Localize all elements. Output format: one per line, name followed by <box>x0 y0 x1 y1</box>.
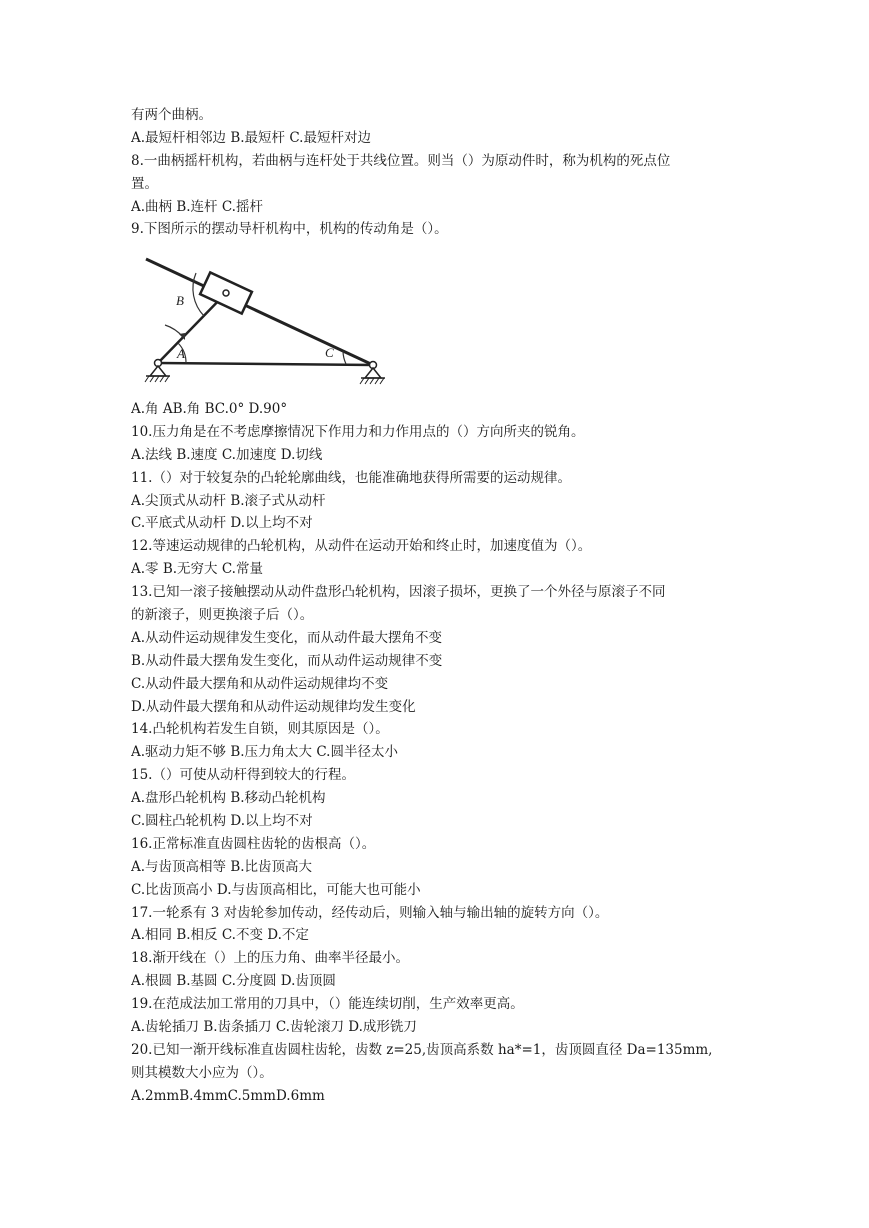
text-block-top <box>131 104 751 241</box>
text-line: A.尖顶式从动杆 B.滚子式从动杆 <box>131 492 326 509</box>
text-line: A.相同 B.相反 C.不变 D.不定 <box>131 927 309 944</box>
text-line: 8.一曲柄摇杆机构，若曲柄与连杆处于共线位置。则当（）为原动件时，称为机构的死点位 <box>131 152 671 169</box>
text-line: C.从动件最大摆角和从动件运动规律均不变 <box>131 675 389 692</box>
text-line: 有两个曲柄。 <box>131 107 212 123</box>
text-line: A.从动件运动规律发生变化，而从动件最大摆角不变 <box>131 629 443 646</box>
text-line: 20.已知一渐开线标准直齿圆柱齿轮，齿数 z=25,齿顶高系数 ha*=1，齿顶圆直径 Da=135mm, <box>131 1041 713 1058</box>
text-line: 则其模数大小应为（）。 <box>131 1064 273 1081</box>
text-line: A.零 B.无穷大 C.常量 <box>131 561 263 578</box>
text-line: 14.凸轮机构若发生自锁，则其原因是（）。 <box>131 721 389 738</box>
text-line: 15.（）可使从动杆得到较大的行程。 <box>131 767 355 784</box>
text-line: A.驱动力矩不够 B.压力角太大 C.圆半径太小 <box>131 744 398 761</box>
text-line: 置。 <box>131 175 158 192</box>
text-line: B.从动件最大摆角发生变化，而从动件运动规律不变 <box>131 652 443 669</box>
text-line: D.从动件最大摆角和从动件运动规律均发生变化 <box>131 698 416 715</box>
text-line: 17.一轮系有 3 对齿轮参加传动，经传动后，则输入轴与输出轴的旋转方向（）。 <box>131 904 609 921</box>
text-line: A.角 AB.角 BC.0° D.90° <box>131 401 288 417</box>
label-b: B <box>176 293 184 308</box>
text-line: C.平底式从动杆 D.以上均不对 <box>131 515 313 532</box>
text-line: A.2mmB.4mmC.5mmD.6mm <box>131 1087 325 1104</box>
text-line: A.盘形凸轮机构 B.移动凸轮机构 <box>131 790 326 807</box>
label-c: C <box>325 345 334 360</box>
text-line: 9.下图所示的摆动导杆机构中，机构的传动角是（）。 <box>131 221 448 238</box>
text-line: 19.在范成法加工常用的刀具中，（）能连续切削，生产效率更高。 <box>131 996 524 1013</box>
text-line: A.法线 B.速度 C.加速度 D.切线 <box>131 446 323 463</box>
text-line: A.曲柄 B.连杆 C.摇杆 <box>131 198 263 215</box>
text-line: 的新滚子，则更换滚子后（）。 <box>131 607 314 624</box>
text-block-bottom <box>131 398 751 1108</box>
slider-pivot <box>223 290 229 296</box>
text-line: 12.等速运动规律的凸轮机构，从动件在运动开始和终止时，加速度值为（）。 <box>131 538 592 555</box>
text-line: 11.（）对于较复杂的凸轮轮廓曲线，也能准确地获得所需要的运动规律。 <box>131 469 571 486</box>
text-line: C.比齿顶高小 D.与齿顶高相比，可能大也可能小 <box>131 881 421 898</box>
text-line: A.齿轮插刀 B.齿条插刀 C.齿轮滚刀 D.成形铣刀 <box>131 1019 417 1036</box>
label-a: A <box>177 346 185 361</box>
guide-bar-mechanism-figure <box>141 255 391 390</box>
text-line: C.圆柱凸轮机构 D.以上均不对 <box>131 813 313 830</box>
text-line: 13.已知一滚子接触摆动从动件盘形凸轮机构，因滚子损坏，更换了一个外径与原滚子不同 <box>131 584 666 601</box>
text-line: A.根圆 B.基圆 C.分度圆 D.齿顶圆 <box>131 973 336 990</box>
text-line: 16.正常标准直齿圆柱齿轮的齿根高（）。 <box>131 835 376 852</box>
text-line: A.与齿顶高相等 B.比齿顶高大 <box>131 858 313 875</box>
crank-link <box>158 293 226 363</box>
text-line: 10.压力角是在不考虑摩擦情况下作用力和力作用点的（）方向所夹的锐角。 <box>131 423 585 440</box>
text-line: 18.渐开线在（）上的压力角、曲率半径最小。 <box>131 950 409 967</box>
frame-link <box>158 363 373 365</box>
text-line: A.最短杆相邻边 B.最短杆 C.最短杆对边 <box>131 129 371 146</box>
